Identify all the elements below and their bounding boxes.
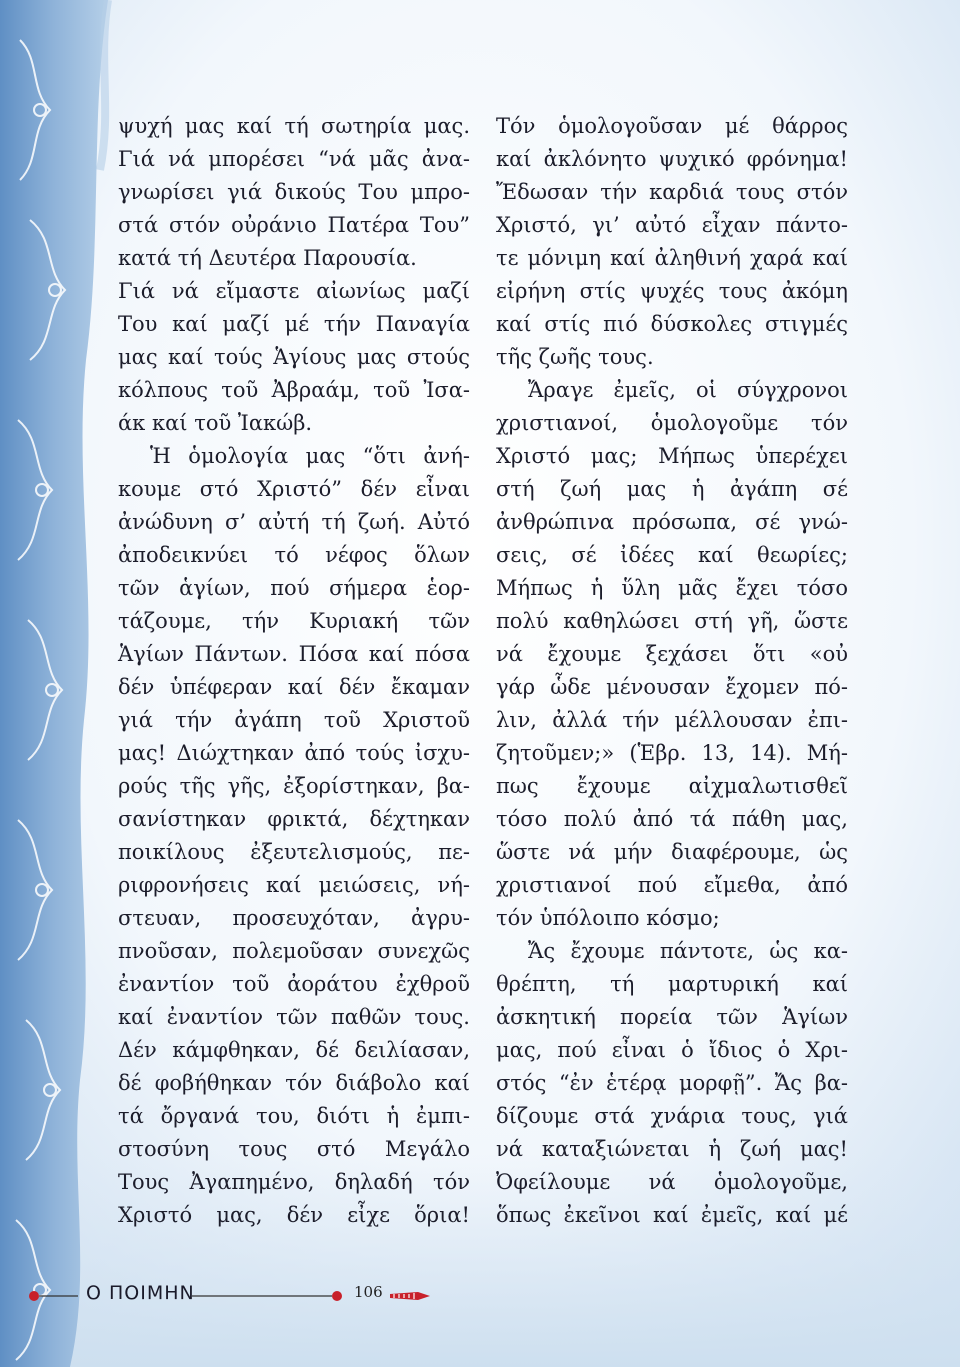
footer-rule	[0, 1278, 520, 1314]
text-line: σανίστηκαν φρικτά, δέχτηκαν	[118, 807, 470, 831]
text-line: ὅπως ἐκεῖνοι καί ἐμεῖς, καί μέ	[496, 1203, 848, 1227]
text-line: τῆς ζωῆς τους.	[496, 345, 654, 369]
text-line: Μήπως ἡ ὕλη μᾶς ἔχει τόσο	[496, 576, 848, 600]
text-line: νά καταξιώνεται ἡ ζωή μας!	[496, 1137, 848, 1161]
text-line: σεις, σέ ἰδέες καί θεωρίες;	[496, 543, 848, 567]
left-column	[118, 110, 470, 1232]
text-line: μας! Διώχτηκαν ἀπό τούς ἰσχυ-	[118, 741, 470, 765]
text-line: ἀποδεικνύει τό νέφος ὅλων	[118, 543, 470, 567]
text-line: ἀσκητική πορεία τῶν Ἁγίων	[496, 1005, 848, 1029]
text-line: Δέν κάμφθηκαν, δέ δειλίασαν,	[118, 1038, 470, 1062]
text-line: ἀνθρώπινα πρόσωπα, σέ γνώ-	[496, 510, 848, 534]
text-line: στός “ἐν ἑτέρᾳ μορφῇ”. Ἄς βα-	[496, 1071, 848, 1095]
text-line: πως ἔχουμε αἰχμαλωτισθεῖ	[496, 774, 848, 798]
text-line: γάρ ὧδε μένουσαν ἔχομεν πό-	[496, 675, 848, 699]
text-line: ποικίλους ἐξευτελισμούς, πε-	[118, 840, 470, 864]
text-line: θρέπτη, τή μαρτυρική καί	[496, 972, 848, 996]
text-line: ὥστε νά μήν διαφέρουμε, ὡς	[496, 840, 848, 864]
pen-nib-icon	[388, 1286, 432, 1306]
text-line: τόν ὑπόλοιπο κόσμο;	[496, 906, 720, 930]
text-line: κόλπους τοῦ Ἀβραάμ, τοῦ Ἰσα-	[118, 378, 470, 402]
text-line: καί στίς πιό δύσκολες στιγμές	[496, 312, 848, 336]
text-line: άκ καί τοῦ Ἰακώβ.	[118, 411, 313, 435]
text-line: Ἄς ἔχουμε πάντοτε, ὡς κα-	[528, 939, 848, 963]
text-line: τάζουμε, τήν Κυριακή τῶν	[118, 609, 470, 633]
text-line: λιν, ἀλλά τήν μέλλουσαν ἐπι-	[496, 708, 848, 732]
text-line: μας καί τούς Ἁγίους μας στούς	[118, 345, 470, 369]
text-line: Ἔδωσαν τήν καρδιά τους στόν	[496, 180, 848, 204]
text-line: ρούς τῆς γῆς, ἐξορίστηκαν, βα-	[118, 774, 470, 798]
text-line: τά ὄργανά του, διότι ἡ ἐμπι-	[118, 1104, 470, 1128]
text-line: στά στόν οὐράνιο Πατέρα Του”	[118, 213, 470, 237]
text-line: ζητοῦμεν;» (Ἑβρ. 13, 14). Μή-	[496, 741, 848, 765]
text-line: στοσύνη τους στό Μεγάλο	[118, 1137, 470, 1161]
text-line: νά ἔχουμε ξεχάσει ὅτι «οὐ	[496, 642, 848, 666]
text-line: κατά τή Δευτέρα Παρουσία.	[118, 246, 417, 270]
text-line: ἀνώδυνη σ’ αὐτή τή ζωή. Αὐτό	[118, 510, 470, 534]
text-line: δέ φοβήθηκαν τόν διάβολο καί	[118, 1071, 470, 1095]
text-line: μας, πού εἶναι ὁ ἴδιος ὁ Χρι-	[496, 1038, 848, 1062]
text-line: κουμε στό Χριστό” δέν εἶναι	[118, 477, 470, 501]
text-line: τε μόνιμη καί ἀληθινή χαρά καί	[496, 246, 848, 270]
text-line: Γιά νά εἴμαστε αἰωνίως μαζί	[118, 279, 470, 303]
text-line: γιά τήν ἀγάπη τοῦ Χριστοῦ	[118, 708, 470, 732]
text-line: ριφρονήσεις καί μειώσεις, νή-	[118, 873, 470, 897]
text-line: τῶν ἁγίων, πού σήμερα ἑορ-	[118, 576, 470, 600]
text-line: δέν ὑπέφεραν καί δέν ἔκαμαν	[118, 675, 470, 699]
text-line: Του καί μαζί μέ τήν Παναγία	[118, 312, 470, 336]
text-line: ψυχή μας καί τή σωτηρία μας.	[118, 114, 470, 138]
text-line: πνοῦσαν, πολεμοῦσαν συνεχῶς	[118, 939, 470, 963]
text-line: δίζουμε στά χνάρια τους, γιά	[496, 1104, 848, 1128]
text-line: χριστιανοί πού εἴμεθα, ἀπό	[496, 873, 848, 897]
text-line: χριστιανοί, ὁμολογοῦμε τόν	[496, 411, 848, 435]
right-column	[496, 110, 848, 1232]
text-line: εἰρήνη στίς ψυχές τους ἀκόμη	[496, 279, 848, 303]
text-line: γνωρίσει γιά δικούς Του μπρο-	[118, 180, 470, 204]
text-line: στή ζωή μας ἡ ἀγάπη σέ	[496, 477, 848, 501]
text-line: Ἁγίων Πάντων. Πόσα καί πόσα	[118, 642, 470, 666]
text-line: Τους Ἀγαπημένο, δηλαδή τόν	[118, 1170, 470, 1194]
page-footer	[0, 1278, 520, 1314]
text-line: στευαν, προσευχόταν, ἀγρυ-	[118, 906, 470, 930]
text-line: καί ἀκλόνητο ψυχικό φρόνημα!	[496, 147, 848, 171]
magazine-title: Ο ΠΟΙΜΗΝ	[86, 1282, 195, 1304]
text-line: Ἄραγε ἐμεῖς, οἱ σύγχρονοι	[528, 378, 848, 402]
text-line: Τόν ὁμολογοῦσαν μέ θάρρος	[496, 114, 848, 138]
text-line: Χριστό, γι’ αὐτό εἶχαν πάντο-	[496, 213, 848, 237]
text-line: Χριστό μας; Μήπως ὑπερέχει	[496, 444, 848, 468]
page-number: 106	[354, 1283, 383, 1301]
text-line: Χριστό μας, δέν εἶχε ὅρια!	[118, 1203, 470, 1227]
text-line: πολύ καθηλώσει στή γῆ, ὥστε	[496, 609, 848, 633]
text-line: ἐναντίον τοῦ ἀοράτου ἐχθροῦ	[118, 972, 470, 996]
text-line: Ὀφείλουμε νά ὁμολογοῦμε,	[496, 1170, 848, 1194]
text-line: Γιά νά μπορέσει “νά μᾶς ἀνα-	[118, 147, 470, 171]
text-line: Ἡ ὁμολογία μας “ὅτι ἀνή-	[150, 444, 470, 468]
text-line: καί ἐναντίον τῶν παθῶν τους.	[118, 1005, 470, 1029]
text-line: τόσο πολύ ἀπό τά πάθη μας,	[496, 807, 848, 831]
